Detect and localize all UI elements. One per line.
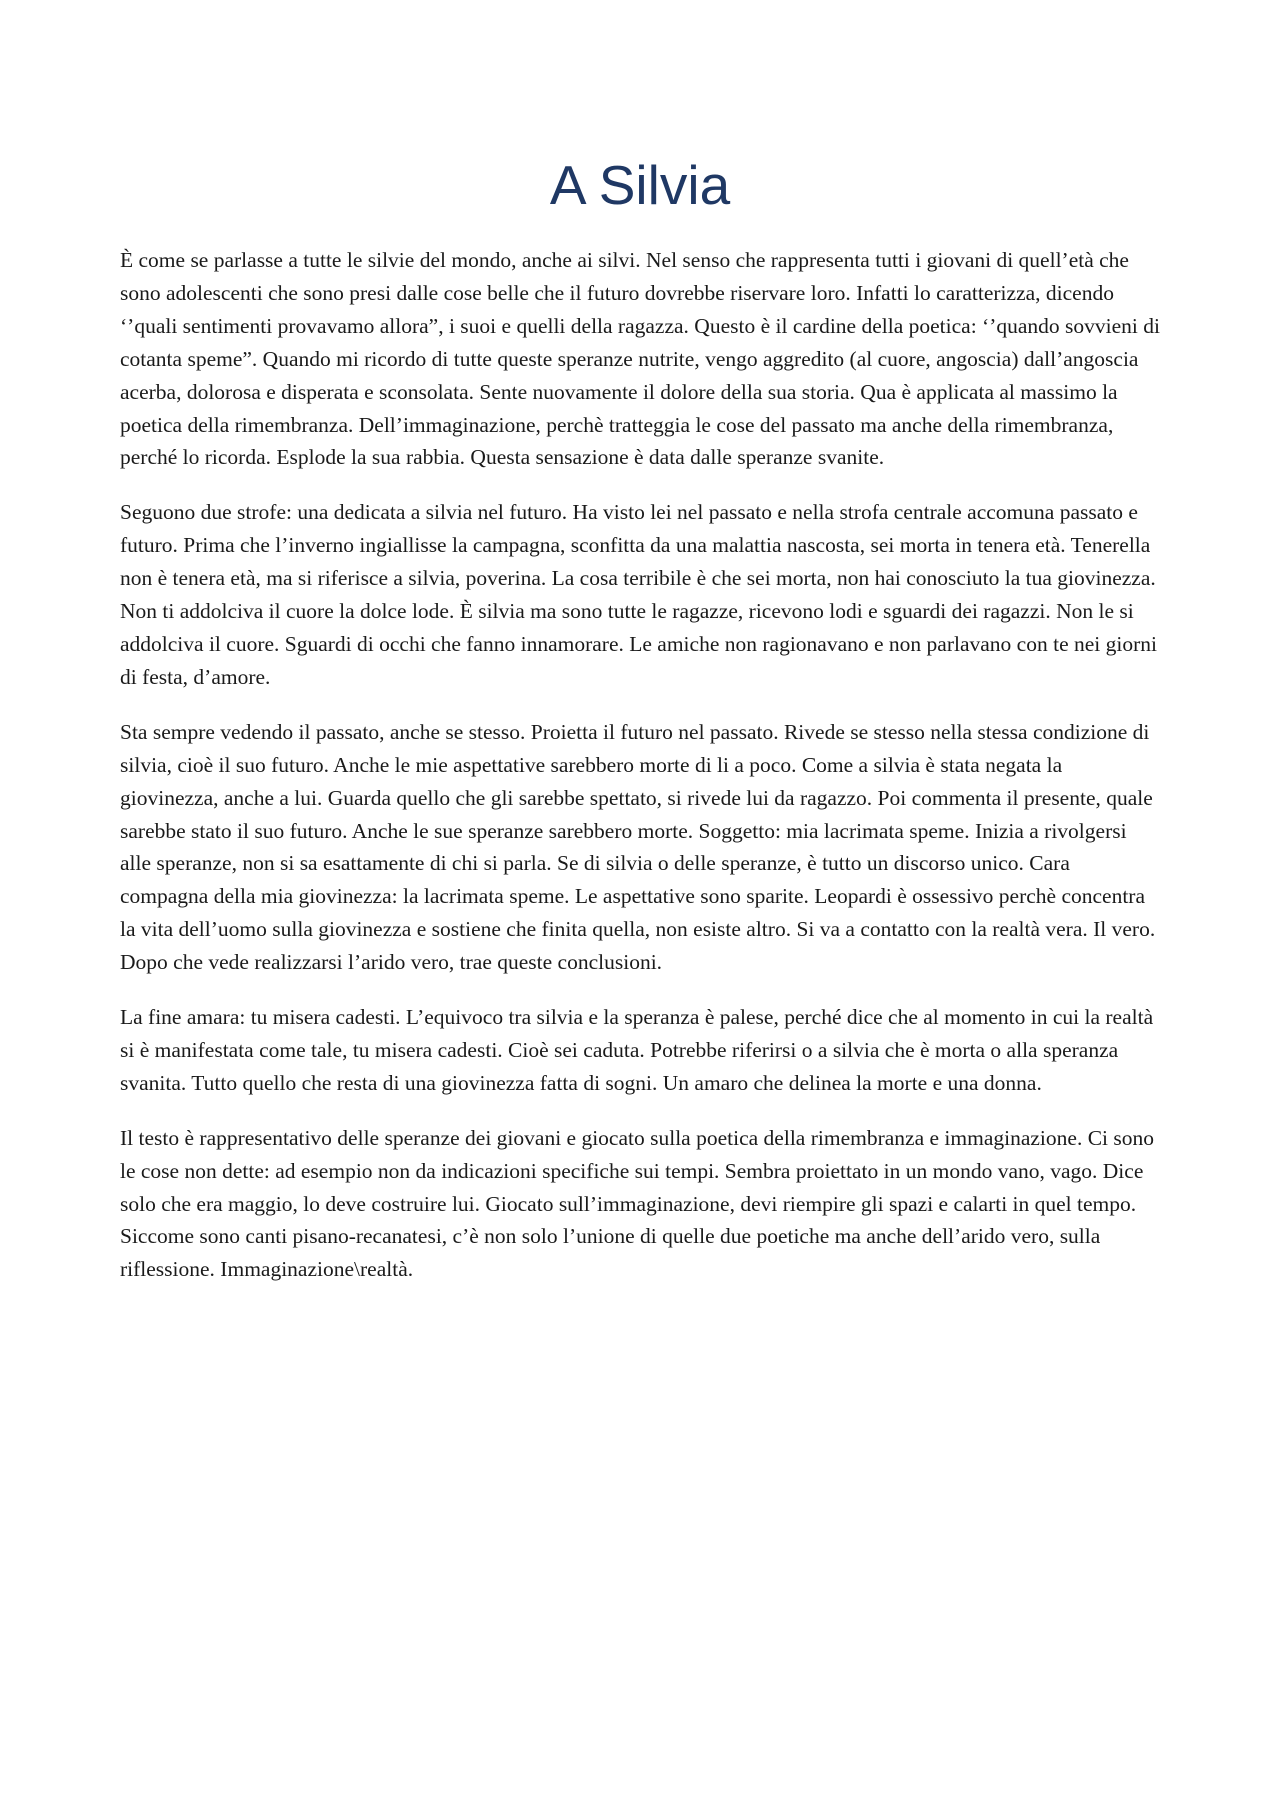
document-title: A Silvia xyxy=(549,154,731,216)
paragraph-1: È come se parlasse a tutte le silvie del mondo, anche ai silvi. Nel senso che rappresenta tutti i giovani di quell’età che sono adolescenti che sono presi dalle cose belle che il futuro dovrebbe riservare loro. Infatti lo caratterizza, dicendo ‘’quali sentimenti provavamo allora”, i suoi e quelli della ragazza. Questo è il cardine della poetica: ‘’quando sovvieni di cotanta speme”. Quando mi ricordo di tutte queste speranze nutrite, vengo aggredito (al cuore, angoscia) dall’angoscia acerba, dolorosa e disperata e sconsolata. Sente nuovamente il dolore della sua storia. Qua è applicata al massimo la poetica della rimembranza. Dell’immaginazione, perchè tratteggia le cose del passato ma anche della rimembranza, perché lo ricorda. Esplode la sua rabbia. Questa sensazione è data dalle speranze svanite. xyxy=(120,248,1160,470)
paragraph-4: La fine amara: tu misera cadesti. L’equivoco tra silvia e la speranza è palese, perché dice che al momento in cui la realtà si è manifestata come tale, tu misera cadesti. Cioè sei caduta. Potrebbe riferirsi o a silvia che è morta o alla speranza svanita. Tutto quello che resta di una giovinezza fatta di sogni. Un amaro che delinea la morte e una donna. xyxy=(120,1005,1154,1095)
paragraph-3: Sta sempre vedendo il passato, anche se stesso. Proietta il futuro nel passato. Rivede se stesso nella stessa condizione di silvia, cioè il suo futuro. Anche le mie aspettative sarebbero morte di li a poco. Come a silvia è stata negata la giovinezza, anche a lui. Guarda quello che gli sarebbe spettato, si rivede lui da ragazzo. Poi commenta il presente, quale sarebbe stato il suo futuro. Anche le sue speranze sarebbero morte. Soggetto: mia lacrimata speme. Inizia a rivolgersi alle speranze, non si sa esattamente di chi si parla. Se di silvia o delle speranze, è tutto un discorso unico. Cara compagna della mia giovinezza: la lacrimata speme. Le aspettative sono sparite. Leopardi è ossessivo perchè concentra la vita dell’uomo sulla giovinezza e sostiene che finita quella, non esiste altro. Si va a contatto con la realtà vera. Il vero. Dopo che vede realizzarsi l’arido vero, trae queste conclusioni. xyxy=(120,719,1156,975)
paragraph-5: Il testo è rappresentativo delle speranze dei giovani e giocato sulla poetica della rimembranza e immaginazione. Ci sono le cose non dette: ad esempio non da indicazioni specifiche sui tempi. Sembra proiettato in un mondo vano, vago. Dice solo che era maggio, lo deve costruire lui. Giocato sull’immaginazione, devi riempire gli spazi e calarti in quel tempo. Siccome sono canti pisano-recanatesi, c’è non solo l’unione di quelle due poetiche ma anche dell’arido vero, sulla riflessione. Immaginazione\realtà. xyxy=(120,1125,1155,1282)
paragraph-2: Seguono due strofe: una dedicata a silvia nel futuro. Ha visto lei nel passato e nella strofa centrale accomuna passato e futuro. Prima che l’inverno ingiallisse la campagna, sconfitta da una malattia nascosta, sei morta in tenera età. Tenerella non è tenera età, ma si riferisce a silvia, poverina. La cosa terribile è che sei morta, non hai conosciuto la tua giovinezza. Non ti addolciva il cuore la dolce lode. È silvia ma sono tutte le ragazze, ricevono lodi e sguardi dei ragazzi. Non le si addolciva il cuore. Sguardi di occhi che fanno innamorare. Le amiche non ragionavano e non parlavano con te nei giorni di festa, d’amore. xyxy=(120,500,1157,689)
document-body xyxy=(120,244,1162,1308)
